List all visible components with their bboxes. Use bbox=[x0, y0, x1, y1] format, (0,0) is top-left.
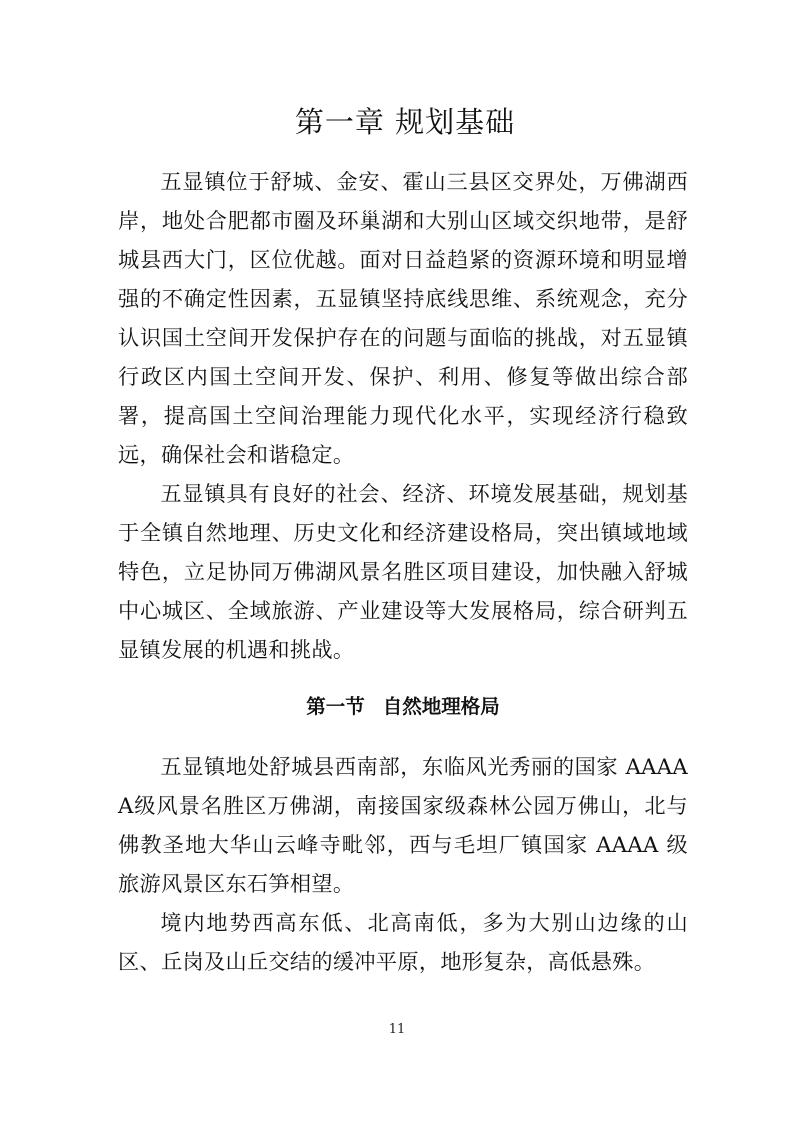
section-heading bbox=[118, 687, 688, 727]
intro-paragraph-1: 五显镇位于舒城、金安、霍山三县区交界处，万佛湖西岸，地处合肥都市圈及环巢湖和大别山区域交织地带，是舒城县西大门，区位优越。面对日益趋紧的资源环境和明显增强的不确定性因素，五显镇坚持底线思维、系统观念，充分认识国土空间开发保护存在的问题与面临的挑战，对五显镇行政区内国土空间开发、保护、利用、修复等做出综合部署，提高国土空间治理能力现代化水平，实现经济行稳致远，确保社会和谐稳定。 bbox=[118, 169, 688, 467]
intro-paragraph-2: 五显镇具有良好的社会、经济、环境发展基础，规划基于全镇自然地理、历史文化和经济建设格局，突出镇域地域特色，立足协同万佛湖风景名胜区项目建设，加快融入舒城中心城区、全域旅游、产业建设等大发展格局，综合研判五显镇发展的机遇和挑战。 bbox=[118, 481, 688, 662]
page-number: 11 bbox=[388, 1022, 406, 1037]
section-paragraph-1: 五显镇地处舒城县西南部，东临风光秀丽的国家 AAAAA级风景名胜区万佛湖，南接国家级森林公园万佛山，北与佛教圣地大华山云峰寺毗邻，西与毛坦厂镇国家 AAAA 级旅游风景区东石笋相望。 bbox=[118, 754, 688, 896]
section-number: 第一节 bbox=[306, 695, 365, 718]
section-title: 自然地理格局 bbox=[382, 695, 500, 718]
page-content bbox=[118, 100, 688, 981]
chapter-title: 第一章 规划基础 bbox=[294, 105, 516, 139]
section-paragraph-2: 境内地势西高东低、北高南低，多为大别山边缘的山区、丘岗及山丘交结的缓冲平原，地形复杂，高低悬殊。 bbox=[118, 910, 688, 974]
